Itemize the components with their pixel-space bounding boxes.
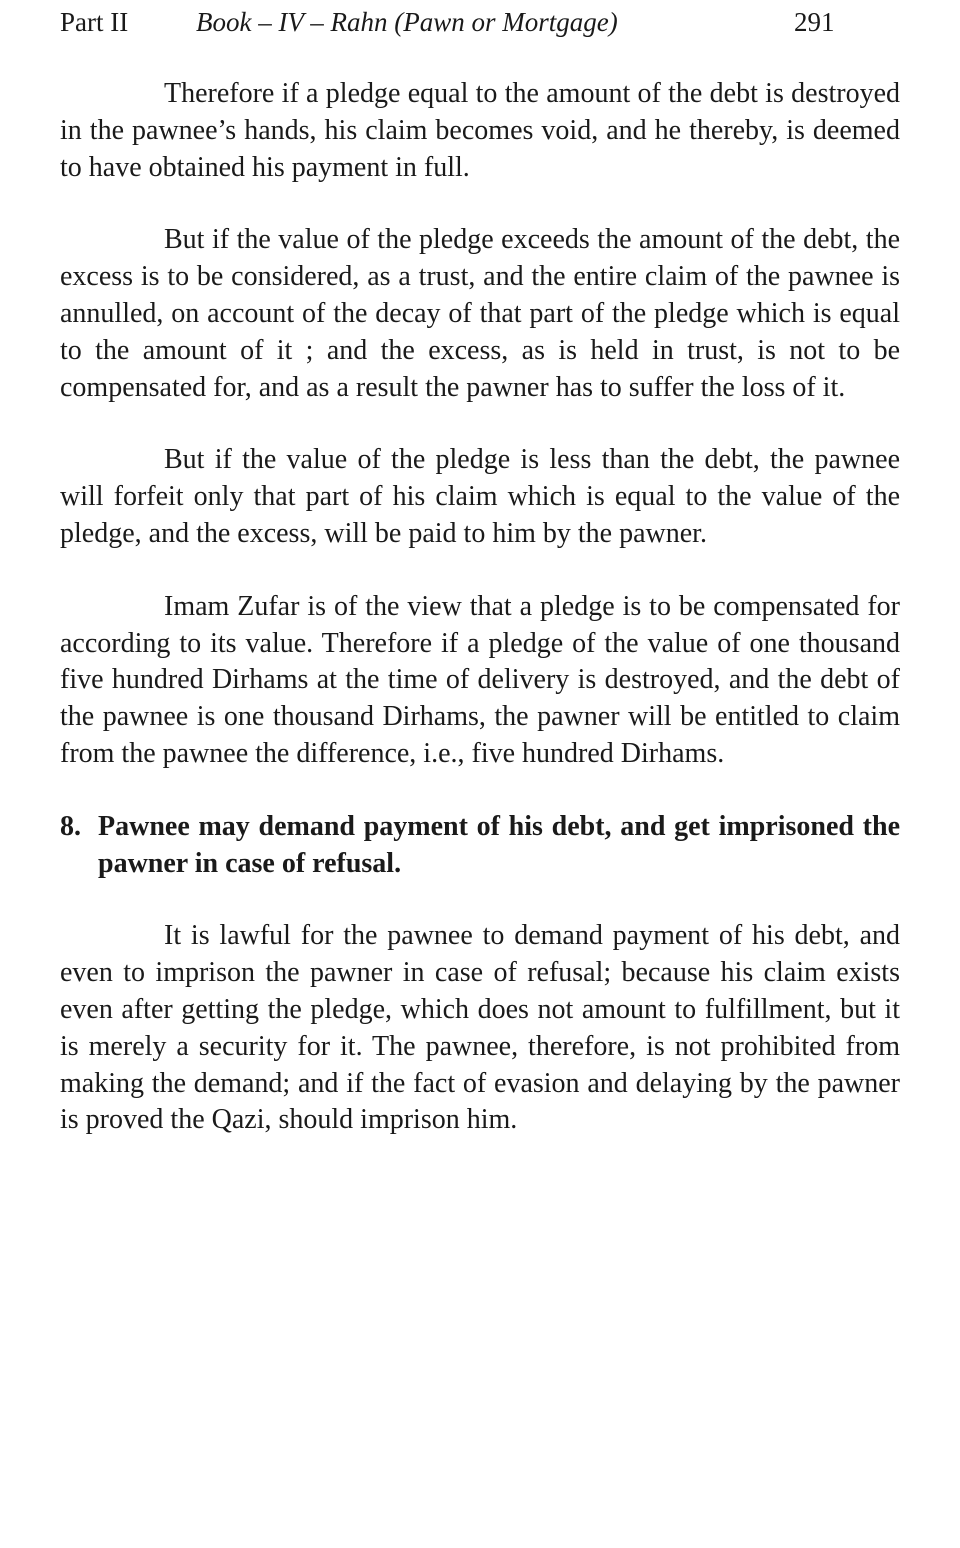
header-part: Part II <box>60 7 129 37</box>
running-header <box>60 4 900 40</box>
paragraph-2: But if the value of the pledge exceeds the amount of the debt, the excess is to be considered, as a trust, and the entire claim of the pawnee is annulled, on account of the decay of that part of the pledge which is equal to the amount of it ; and the excess, as is held in trust, is not to be compensated for, and as a result the pawner has to suffer the loss of it. <box>60 224 900 403</box>
paragraph-3: But if the value of the pledge is less than the debt, the pawnee will forfeit only that part of his claim which is equal to the value of the pledge, and the excess, will be paid to him by the pawner. <box>60 444 900 549</box>
header-title: Book – IV – Rahn (Pawn or Mortgage) <box>196 7 618 37</box>
section-heading <box>60 809 900 883</box>
paragraph-1: Therefore if a pledge equal to the amount of the debt is destroyed in the pawnee’s hands, his claim becomes void, and he thereby, is deemed to have obtained his payment in full. <box>60 78 900 183</box>
section-number: 8. <box>60 810 81 842</box>
body-text <box>60 76 900 1175</box>
page-number: 291 <box>794 7 835 37</box>
paragraph-4: Imam Zufar is of the view that a pledge is to be compensated for according to its value. Therefore if a pledge of the value of one thousand five hundred Dirhams at the time of delivery is destroyed, and the debt of the pawnee is one thousand Dirhams, the pawner will be entitled to claim from the pawnee the difference, i.e., five hundred Dirhams. <box>60 590 900 769</box>
section-paragraph: It is lawful for the pawnee to demand payment of his debt, and even to imprison the pawner in case of refusal; because his claim exists even after getting the pledge, which does not amount to fulfillment, but it is merely a security for it. The pawnee, therefore, is not prohibited from making the demand; and if the fact of evasion and delaying by the pawner is proved the Qazi, should imprison him. <box>60 920 900 1136</box>
section-heading-text: Pawnee may demand payment of his debt, and get imprisoned the pawner in case of refusal. <box>98 810 900 879</box>
